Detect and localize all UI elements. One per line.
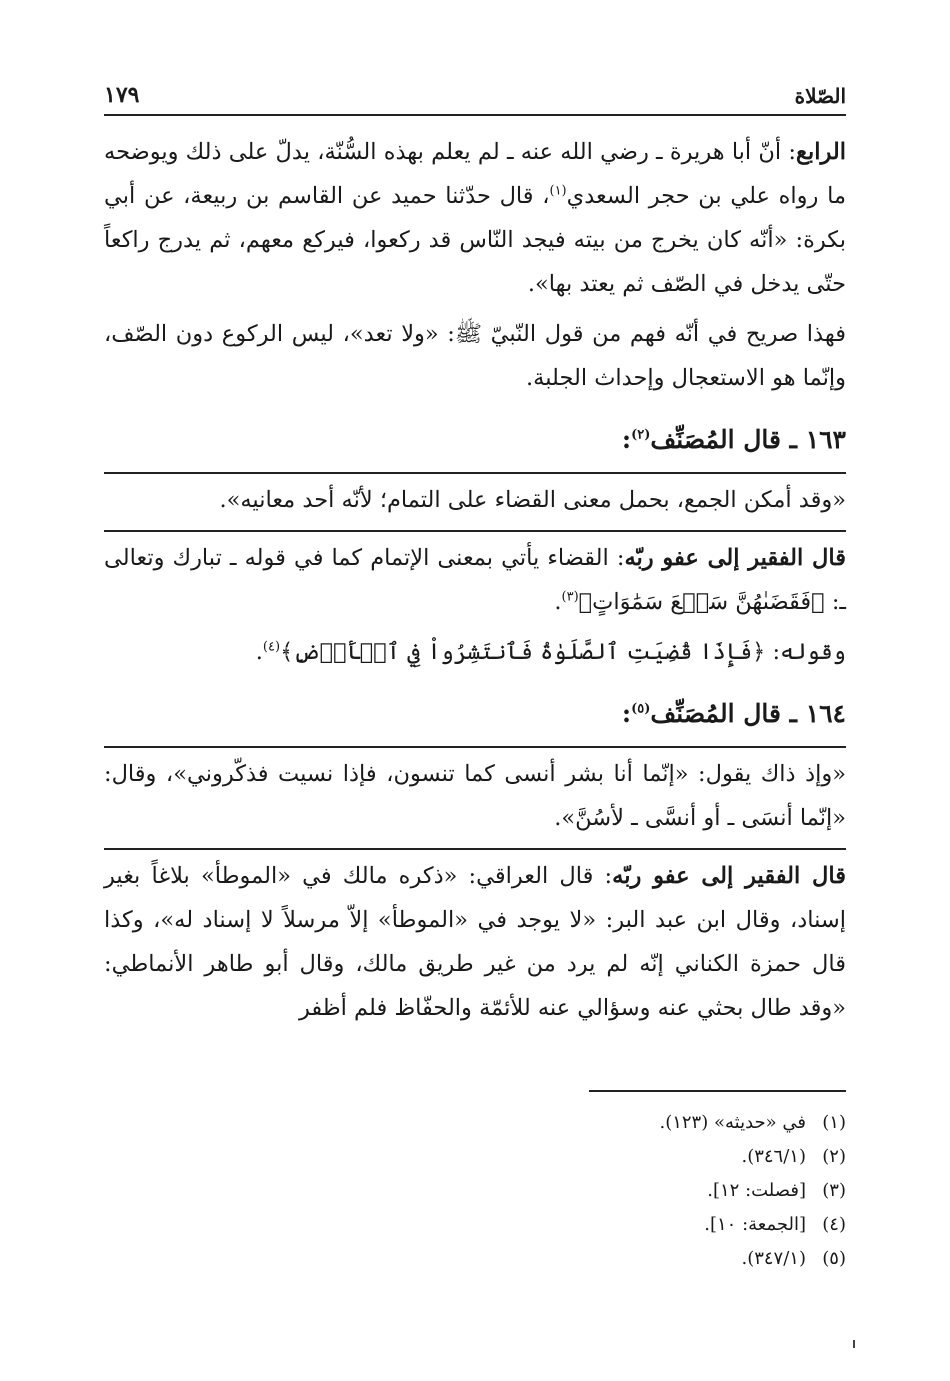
section-164-comment-text: : قال العراقي: «ذكره مالك في «الموطأ» بلاغاً بغير إسناد، وقال ابن عبد البر: «لا يوجد في «الموطأ» إلاّ مرسلاً لا إسناد له»، وكذا قال حمزة الكناني إنّه لم يرد من غير طريق مالك، وقال أبو طاهر الأنماطي: «وقد طال بحثي عنه وسؤالي عنه للأئمّة والحفّاظ فلم أظفر (104, 863, 846, 1021)
footnote-ref-1: (١) (549, 183, 567, 199)
scan-mark (853, 1340, 855, 1348)
running-title: الصّلاة (794, 84, 846, 108)
body-text (104, 130, 846, 1030)
section-163-comment-text: : القضاء يأتي بمعنى الإتمام كما في قوله ـ تبارك وتعالى ـ: ﴿فَقَضَىٰهُنَّ سَبۡعَ سَمَٰوَاتٍ﴾ (104, 545, 846, 615)
section-163-comment-lead: قال الفقير إلى عفو ربّه (624, 545, 846, 571)
footnote-text: [فصلت: ١٢]. (707, 1180, 806, 1201)
section-163-comment (104, 530, 846, 624)
footnote-number: (٢) (822, 1146, 846, 1167)
footnote-text: في «حديثه» (١٢٣). (659, 1112, 806, 1133)
footnote-item (589, 1140, 846, 1174)
section-164-comment (104, 848, 846, 1030)
paragraph-1-lead: الرابع (795, 139, 846, 165)
section-163-comment-2-end: . (255, 639, 263, 665)
section-164-heading: ١٦٤ ـ قال المُصَنِّف (650, 699, 846, 728)
paragraph-2: فهذا صريح في أنّه فهم من قول النّبيّ ﷺ: «ولا تعد»، ليس الركوع دون الصّف، وإنّما هو الاستعجال وإحداث الجلبة. (104, 321, 846, 391)
footnote-list (589, 1106, 846, 1276)
footnote-number: (٣) (822, 1180, 846, 1201)
section-163-quote: «وقد أمكن الجمع، بحمل معنى القضاء على التمام؛ لأنّه أحد معانيه». (104, 472, 846, 522)
page-number: ١٧٩ (104, 82, 140, 108)
footnote-item (589, 1208, 846, 1242)
footnote-text: (٣٤٧/١). (741, 1248, 806, 1269)
section-164-colon: : (621, 699, 632, 728)
footnote-item (589, 1106, 846, 1140)
footnote-ref-4: (٤) (262, 639, 281, 655)
footnote-number: (٤) (822, 1214, 846, 1235)
section-163-comment-2 (104, 630, 846, 674)
section-164-title (104, 692, 846, 736)
section-164-comment-lead: قال الفقير إلى عفو ربّه (612, 863, 846, 889)
page-header (104, 70, 846, 116)
section-163-comment-2-text: وقوله: ﴿فَإِذَا قُضِيَتِ ٱلصَّلَوٰةُ فَٱنتَشِرُواْ فِي ٱلۡأَرۡضِ﴾ (280, 639, 846, 665)
footnote-item (589, 1174, 846, 1208)
footnote-number: (١) (822, 1112, 846, 1133)
page (104, 70, 846, 1036)
section-163-colon: : (621, 425, 632, 454)
footnotes (589, 1090, 846, 1276)
footnote-ref-3: (٣) (561, 589, 579, 605)
section-164-quote: «وإذ ذاك يقول: «إنّما أنا بشر أنسى كما تنسون، فإذا نسيت فذكّروني»، وقال: «إنّما أنسَى ـ أو أنسَّى ـ لأسُنَّ». (104, 746, 846, 840)
section-163-heading: ١٦٣ ـ قال المُصَنِّف (650, 425, 846, 454)
footnote-item (589, 1242, 846, 1276)
footnote-ref-5: (٥) (631, 701, 651, 717)
footnote-text: [الجمعة: ١٠]. (704, 1214, 806, 1235)
section-163-title (104, 418, 846, 462)
footnote-number: (٥) (822, 1248, 846, 1269)
footnote-text: (٣٤٦/١). (741, 1146, 806, 1167)
section-163-comment-end: . (554, 589, 562, 615)
paragraph-1 (104, 130, 846, 306)
paragraph-1-text-2: ، قال حدّثنا حميد عن القاسم بن ربيعة، عن أبي بكرة: «أنّه كان يخرج من بيته فيجد النّاس قد ركعوا، فيركع معهم، ثم يدرج راكعاً حتّى يدخل في الصّف ثم يعتد بها». (104, 183, 846, 297)
footnote-ref-2: (٢) (631, 427, 651, 443)
paragraph-1-text: : أنّ أبا هريرة ـ رضي الله عنه ـ لم يعلم بهذه السُّنّة، يدلّ على ذلك ويوضحه ما رواه علي بن حجر السعدي (104, 139, 846, 209)
